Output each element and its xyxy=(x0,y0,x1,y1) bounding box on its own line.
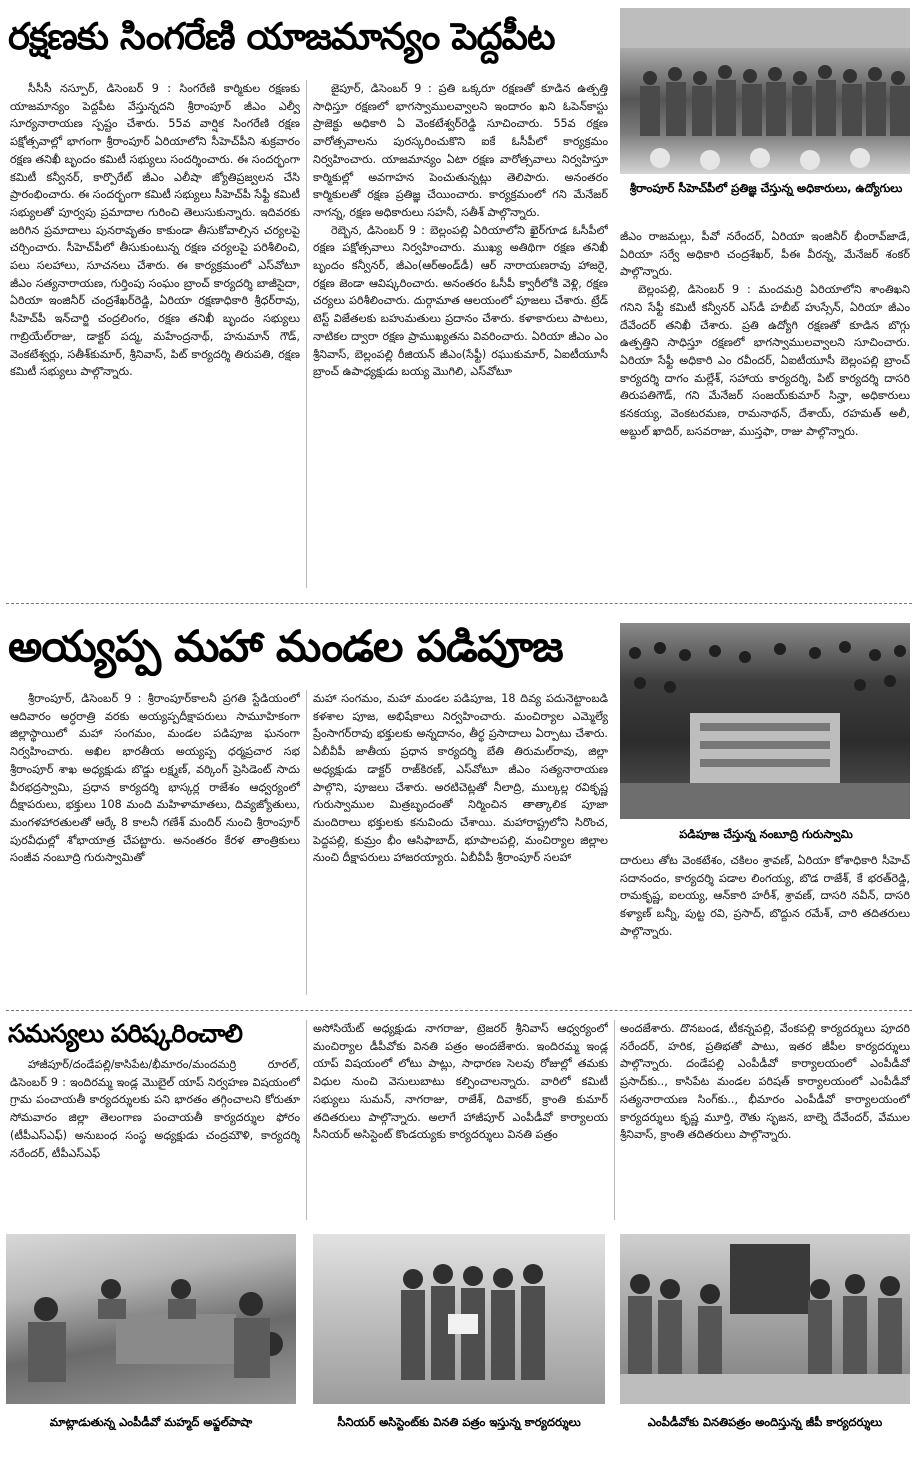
story3-column-2 xyxy=(313,1020,608,1222)
story3-col2-para-1: అసోసియేట్‌ అధ్యక్షుడు నాగరాజు, ట్రెజరర్‌ శ్రీనివాస్‌ ఆధ్వర్యంలో మంచిర్యాల డీపీవోకు వినతి పత్రం అందజేశారు. ఇందిరమ్మ ఇండ్ల యాప్‌ విషయంలో లోటు పాట్లు, సాధారణ సెలవు రోజుల్లో తమకు విధుల నుంచి వెసులుబాటు కల్పించాలన్నారు. వారిలో కమిటీ సభ్యులు సుమన్‌, నాగరాజు, రాజేశ్‌, దివాకర్‌, క్రాంతి కుమార్‌ తదితరులు పాల్గొన్నారు. అలాగే హాజీపూర్‌ ఎంపీడీవో కార్యాలయ సీనియర్‌ అసిస్టెంట్‌ కొండయ్యకు కార్యదర్శులు వినతి పత్రం xyxy=(313,1022,608,1142)
story2-photo-padipuja xyxy=(620,623,910,819)
story2-column-1 xyxy=(10,690,300,1000)
story2-col3-para-1: దారులు తోట వెంకటేశం, చకిలం శ్రావణ్‌, ఏరియా కోశాధికారి సీహెచ్‌ సదానందం, కార్యదర్శి పడాల లింగయ్య, బొడ రాజేశ్‌, కే భరత్‌రెడ్డి, రామకృష్ణ, ఐలయ్య, ఆన్‌కారి హరీశ్‌, శ్రావణ్‌, దాసరి నవీన్‌, దాసరి కళ్యాణ్‌ బన్నీ, పుట్ట రవి, ప్రసాద్‌, బొద్దున రమేశ్‌, చారి తదితరులు పాల్గొన్నారు. xyxy=(620,854,910,938)
section-divider xyxy=(6,603,912,604)
story2-photo-art xyxy=(620,623,910,819)
story1-photo-caption: శ్రీరాంపూర్‌ సీహెచ్‌పీలో ప్రతిజ్ఞ చేస్తున్న అధికారులు, ఉద్యోగులు xyxy=(629,181,903,195)
story2-photo-caption: పడిపూజ చేస్తున్న నంబూద్రి గురుస్వామి xyxy=(679,827,853,841)
story3-photo2-caption: సీనియర్‌ అసిస్టెంట్‌కు వినతి పత్రం ఇస్తున్న కార్యదర్శులు xyxy=(337,1415,581,1429)
story1-column-1 xyxy=(10,80,300,590)
story1-photo-pledge xyxy=(620,8,910,174)
story1-headline: రక్షణకు సింగరేణి యాజమాన్యం పెద్దపీట xyxy=(8,15,555,58)
story2-col1-para-1: శ్రీరాంపూర్‌, డిసెంబర్‌ 9 : శ్రీరాంపూర్‌కాలనీ ప్రగతి స్టేడియంలో ఆదివారం అర్ధరాత్రి వరకు అయ్యప్పదీక్షాపరులు సామూహికంగా జిల్లాస్థాయిలో మహా సంగమం, మండల పడిపూజ ఘనంగా నిర్వహించారు. అఖిల భారతీయ అయ్యప్ప ధర్మప్రచార సభ శ్రీరాంపూర్‌ శాఖ అధ్యక్షుడు బొడ్డు లక్ష్మణ్‌, వర్కింగ్‌ ప్రెసిడెంట్‌ సాదు వీరభద్రస్వామి, ప్రధాన కార్యదర్శి భాస్కర్ల రాజేశం ఆధ్వర్యంలో దీక్షాపరులు, భక్తులు 108 మంది మహిళామాతలు, దివ్యజ్యోతులు, మంగళహారతులతో ఆర్కే 8 కాలనీ గణేశ్‌ మందిర్‌ నుంచి శ్రీరాంపూర్‌ పురవీధుల్లో శోభాయాత్ర చేపట్టారు. అనంతరం కేరళ తాంత్రికులు సంజీవ నంబూద్రి గురుస్వామితో xyxy=(10,692,300,865)
column-divider xyxy=(306,80,307,588)
section-divider xyxy=(6,1010,912,1011)
story3-photo-gp-secretaries xyxy=(620,1234,910,1404)
story2-column-3 xyxy=(620,852,910,1000)
story1-col1-para-1: సీసీసీ నస్పూర్‌, డిసెంబర్‌ 9 : సింగరేణి కార్మికుల రక్షణకు యాజమాన్యం పెద్దపీట వేస్తున్నదని శ్రీరాంపూర్‌ జీఎం ఎల్వీ సూర్యనారాయణ స్పష్టం చేశారు. 55వ వార్షిక సింగరేణి రక్షణ పక్షోత్సవాల్లో భాగంగా శ్రీరాంపూర్‌ ఏరియాలోని సీహెచ్‌పీని శుక్రవారం రక్షణ తనిఖీ బృందం కమిటీ సభ్యులు సందర్శించారు. ఈ సందర్భంగా కమిటీ కన్వీనర్‌, కార్పొరేట్‌ జీఎం ఎలీషా జ్యోతిప్రజ్వలన చేసి ప్రారంభించారు. ఈ సందర్భంగా కమిటీ సభ్యులు సీహెచ్‌పీ సేఫ్టీ కమిటీ సభ్యులతో పూర్వపు ప్రమాదాల గురించి తెలుసుకున్నారు. ఇదివరకు జరిగిన ప్రమాదాలు పునరావృతం కాకుండా తీసుకోవాల్సిన చర్యలపై చర్చించారు. సీహెచ్‌పీలో తీసుకుంటున్న రక్షణ చర్యలపై పరిశీలించి, పలు సలహాలు, సూచనలు చేశారు. ఈ కార్యక్రమంలో ఎస్‌వోటూ జీఎం సత్యనారాయణ, గుర్తింపు సంఘం బ్రాంచ్‌ కార్యదర్శి బాజీసైదా, ఏరియా ఇంజినీర్‌ చంద్రశేఖర్‌రెడ్డి, ఏరియా రక్షణాధికారి శ్రీధర్‌రావు, సీహెచ్‌పీ ఇన్‌చార్జి చంద్రలింగం, రక్షణ తనిఖీ బృందం సభ్యులు గాబ్రియేల్‌రాజు, డాక్టర్‌ పద్మ, మహేంద్రనాథ్‌, హనుమాన్‌ గౌడ్‌, వెంకటేశ్వర్లు, సతీశ్‌కుమార్‌, శ్రీనివాస్‌, పిట్‌ కార్యదర్శి తిరుపతి, రక్షణ కమిటీ సభ్యులు పాల్గొన్నారు. xyxy=(10,82,300,379)
story3-photo1-art xyxy=(6,1234,296,1404)
story1-column-3 xyxy=(620,228,910,590)
story3-headline: సమస్యలు పరిష్కరించాలి xyxy=(8,1019,242,1048)
story3-photo2-art xyxy=(313,1234,605,1404)
column-divider xyxy=(614,1020,615,1220)
story1-col2-para-2: రెబ్బెన, డిసెంబర్‌ 9 : బెల్లంపల్లి ఏరియాలోని ఖైర్‌గూడ ఓసీపీలో రక్షణ పక్షోత్సవాలు నిర్వహించారు. ముఖ్య అతిథిగా రక్షణ తనిఖీ బృందం కన్వీనర్‌, జీఎం(ఆర్‌అండ్‌డీ) ఆర్‌ నారాయణరావు హాజరై, రక్షణ జెండా ఆవిష్కరించారు. అనంతరం ఓసీపీ క్వారీలోకి వెళ్లి, రక్షణ చర్యలు పరిశీలించారు. దుర్గామాత ఆలయంలో పూజలు చేశారు. ట్రేడ్‌ టెస్ట్‌ విజేతలకు బహుమతులు ప్రదానం చేశారు. కళాకారులు పాటలు, నాటికల ద్వారా రక్షణ ప్రాముఖ్యతను వివరించారు. ఏరియా జీఎం ఎం శ్రీనివాస్‌, బెల్లంపల్లి రీజియన్‌ జీఎం(సేఫ్టీ) రఘుకుమార్‌, ఏఐటీయూసీ బ్రాంచ్‌ ఉపాధ్యక్షుడు బయ్య మొగిలి, ఎస్‌వోటూ xyxy=(313,223,608,379)
column-divider xyxy=(306,690,307,995)
story1-col3-para-2: బెల్లంపల్లి, డిసెంబర్‌ 9 : మందమర్రి ఏరియాలోని శాంతిఖని గనిని సేఫ్టీ కమిటీ కన్వీనర్‌ ఎస్‌డీ హబీబ్‌ హుస్సేన్‌, ఏరియా జీఎం దేవేందర్‌ తనిఖీ చేశారు. ప్రతి ఉద్యోగి రక్షణతో కూడిన బొగ్గు ఉత్పత్తిని సాధిస్తూ రక్షణలో భాగస్వాములవ్వాలని సూచించారు. ఏరియా సేఫ్టీ అధికారి ఎం రవీందర్‌, ఏఐటీయూసీ బెల్లంపల్లి బ్రాంచ్‌ కార్యదర్శి దాగం మల్లేశ్‌, సహాయ కార్యదర్శి, పిట్‌ కార్యదర్శి దాసరి తిరుపతిగౌడ్‌, గని మేనేజర్‌ సంజయ్‌కుమార్‌ సిన్హా, అధికారులు కనకయ్య, వెంకటరమణ, రామనాథన్‌, దేశాయ్‌, రహమత్‌ అలీ, అబ్దుల్‌ ఖాదిర్‌, బసవరాజు, ముస్తఫా, రాజు పాల్గొన్నారు. xyxy=(620,283,910,438)
story3-photo3-art xyxy=(620,1234,910,1404)
story2-headline: అయ్యప్ప మహా మండల పడిపూజ xyxy=(8,622,563,672)
story1-col3-para-1: జీఎం రాజమల్లు, పీవో నరేందర్‌, ఏరియా ఇంజినీర్‌ భీంరావ్‌జాడే, ఏరియా సర్వే అధికారి చంద్రశేఖర్‌, పీఈ వీరన్న, మేనేజర్‌ శంకర్‌ పాల్గొన్నారు. xyxy=(620,230,910,279)
story1-column-2 xyxy=(313,80,608,590)
story1-photo-art xyxy=(620,8,910,174)
story2-col2-para-1: మహా సంగమం, మహా మండల పడిపూజ, 18 దివ్య పదునెట్టాంబడి కళశాల పూజ, అభిషేకాలు నిర్వహించారు. మంచిర్యాల ఎమ్మెల్యే ప్రేంసాగర్‌రావు భక్తులకు అన్నదానం, తీర్థ ప్రసాదాలు ఏర్పాటు చేశారు. ఏబీవీపీ జాతీయ ప్రధాన కార్యదర్శి బేతి తిరుమల్‌రావు, జిల్లా అధ్యక్షుడు డాక్టర్‌ రాజ్‌కిరణ్‌, ఎస్‌వోటూ జీఎం సత్యనారాయణ పాల్గొని, పూజలు చేశారు. అరటిచెట్లతో నీలాద్రి, ముల్కల్ల రవికృష్ణ గురుస్వాముల మిత్రబృందంతో నిర్మించిన తాత్కాలిక పూజా మందిరాలు భక్తులకు కనువిందు చేశాయి. మహారాష్ట్రలోని సిరొంచ, పెద్దపల్లి, కుమ్రం భీం ఆసిఫాబాద్‌, భూపాలపల్లి, మంచిర్యాల జిల్లాల నుంచి దీక్షాపరులు హాజరయ్యారు. ఏబీవీపీ శ్రీరాంపూర్‌ సలహా xyxy=(313,692,608,865)
story3-photo1-caption: మాట్లాడుతున్న ఎంపీడీవో మహ్మద్‌ అఫ్జల్‌పాషా xyxy=(49,1415,253,1429)
story3-photo3-caption: ఎంపీడీవోకు వినతిపత్రం అందిస్తున్న జీపీ కార్యదర్శులు xyxy=(647,1415,883,1429)
story3-photo-senior-assistant xyxy=(313,1234,605,1404)
column-divider xyxy=(306,1020,307,1220)
story3-col1-para-1: హాజీపూర్‌/దండేపల్లి/కాసిపేట/భీమారం/మందమర్రి రూరల్‌, డిసెంబర్‌ 9 : ఇందిరమ్మ ఇండ్ల మొబైల్‌ యాప్‌ నిర్వహణ విషయంలో గ్రామ పంచాయతీ కార్యదర్శులకు పని భారతం తగ్గించాలని కోరుతూ సోమవారం జిల్లా తెలంగాణ పంచాయతీ కార్యదర్శుల ఫోరం (టీపీఎస్‌ఎఫ్‌) అనుబంధ సంస్థ అధ్యక్షుడు చంద్రమౌళి, కార్యదర్శి నరేందర్‌, టీపీఎస్‌ఎఫ్‌ xyxy=(10,1058,300,1160)
story3-photo-mpdo-meeting xyxy=(6,1234,296,1404)
story3-column-1 xyxy=(10,1056,300,1222)
story3-col3-para-1: అందజేశారు. దొనబండ, టీకన్నపల్లి, వేంకపల్లి కార్యదర్శులు పూదరి నరేందర్‌, హరిక, ప్రతిభతో పాటు, ఇతర జీపీల కార్యదర్శులు పాల్గొన్నారు. దండేపల్లి ఎంపీడీవో కార్యాలయంలో ఎంపీడీవో ప్రసాద్‌కు.., కాసిపేట మండల పరిషత్‌ కార్యాలయంలో ఎంపీడీవో సత్యనారాయణ సింగ్‌కు.., భీమారం ఎంపీడీవో కార్యాలయంలో కార్యదర్శులు కృష్ణ మూర్తి, రౌతు సృజన, బాల్నె దేవేందర్‌, వేముల శ్రీనివాస్‌, క్రాంతి తదితరులు పాల్గొన్నారు. xyxy=(620,1022,910,1142)
story3-column-3 xyxy=(620,1020,910,1222)
story1-col2-para-1: జైపూర్‌, డిసెంబర్‌ 9 : ప్రతి ఒక్కరూ రక్షణతో కూడిన ఉత్పత్తి సాధిస్తూ రక్షణలో భాగస్వాములవ్వాలని ఇందారం ఖని ఓపెన్‌కాస్టు ప్రాజెక్టు అధికారి ఏ వెంకటేశ్వర్‌రెడ్డి సూచించారు. 55వ రక్షణ వారోత్సవాలను పురస్కరించుకొని ఐకే ఓసీపీలో కార్యక్రమం నిర్వహించారు. యాజమాన్యం ఏటా రక్షణ వారోత్సవాలు నిర్వహిస్తూ కార్మికుల్లో అవగాహన పెంచుతున్నట్లు తెలిపారు. అనంతరం కార్మికులతో రక్షణ ప్రతిజ్ఞ చేయించారు. కార్యక్రమంలో గని మేనేజర్‌ నాగన్న, రక్షణ అధికారులు సహనీ, సతీశ్‌ పాల్గొన్నారు. xyxy=(313,82,608,219)
story2-column-2 xyxy=(313,690,608,1000)
